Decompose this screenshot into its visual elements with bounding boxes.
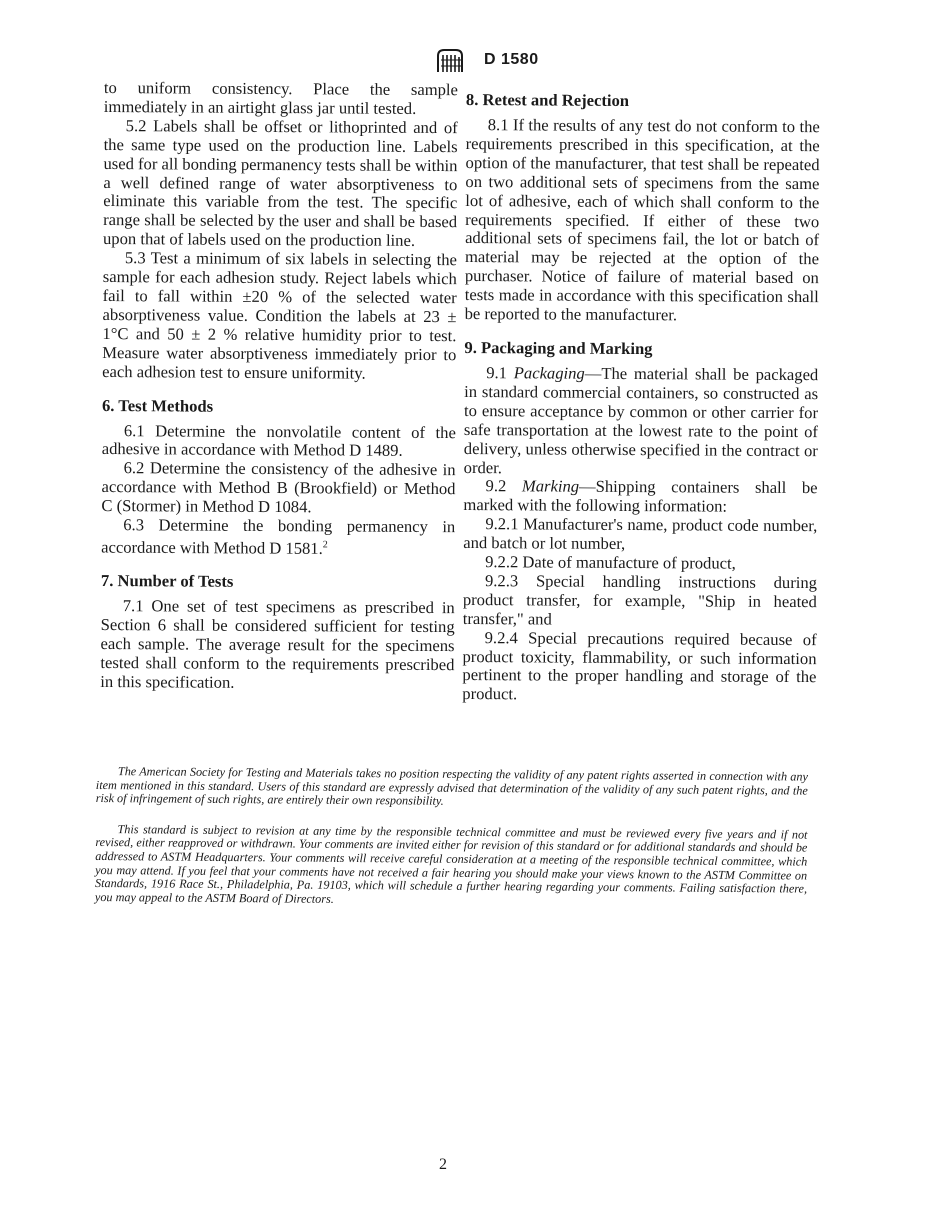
paragraph-9-2-4: 9.2.4 Special precautions required because of product toxicity, flammability, or such information pertinent to the proper handling and storage of the product. bbox=[462, 627, 817, 704]
paragraph-8-1: 8.1 If the results of any test do not conform to the requirements prescribed in this specification, at the option of the manufacturer, that test shall be repeated on two additional sets of specimens from the same lot of adhesive, each of which shall conform to the requirements specified. If either of these two additional sets of specimens fail, the lot or batch of material may be rejected at the option of the purchaser. Notice of failure of material based on tests made in accordance with this specification shall be reported to the manufacturer. bbox=[464, 115, 820, 325]
paragraph-6-2: 6.2 Determine the consistency of the adhesive in accordance with Method B (Brookfield) or Method C (Stormer) in Method D 1084. bbox=[101, 458, 456, 517]
paragraph-6-3 bbox=[101, 516, 455, 560]
footnote-ref: 2 bbox=[322, 539, 328, 551]
paragraph-9-2-3: 9.2.3 Special handling instructions during product transfer, for example, "Ship in heated transfer," and bbox=[462, 571, 818, 629]
paragraph-9-2-1: 9.2.1 Manufacturer's name, product code number, and batch or lot number, bbox=[463, 514, 818, 554]
paragraph-9-2-term: Marking bbox=[521, 476, 580, 497]
standard-notes bbox=[95, 765, 808, 910]
page-number: 2 bbox=[439, 1156, 447, 1173]
right-column bbox=[462, 90, 820, 706]
section-heading-8: 8. Retest and Rejection bbox=[465, 90, 630, 110]
page-header bbox=[0, 44, 950, 76]
paragraph-5-2: 5.2 Labels shall be offset or lithoprinted and of the same type used on the production line. Labels used for all bonding permanency tests shall be within a well defined range of water absorptiveness to eliminate this variable from the test. The specific range shall be selected by the user and shall be based upon that of labels used on the production line. bbox=[102, 115, 458, 251]
paragraph-9-1-text: —The material shall be packaged in standard commercial containers, so constructed as to ensure acceptance by common or other carrier for safe transportation at the lowest rate to the point of delivery, unless otherwise specified in the contract or order. bbox=[463, 363, 819, 477]
section-heading-6: 6. Test Methods bbox=[101, 395, 214, 416]
paragraph-9-2-number: 9.2 bbox=[485, 476, 507, 496]
section-heading-7: 7. Number of Tests bbox=[100, 571, 234, 592]
left-column bbox=[100, 79, 458, 694]
revision-notice: This standard is subject to revision at any time by the responsible technical committee and must be reviewed every five years and if not revised, either reapproved or withdrawn. Your comments are invited either for revision of this standard or for additional standards and should be addressed to ASTM Headquarters. Your comments will receive careful consideration at a meeting of the responsible technical committee, which you may attend. If you feel that your comments have not received a fair hearing you should make your views known to the ASTM Committee on Standards, 1916 Race St., Philadelphia, Pa. 19103, which will schedule a further hearing regarding your comments. Failing satisfaction there, you may appeal to the ASTM Board of Directors. bbox=[94, 821, 808, 906]
paragraph-9-1-number: 9.1 bbox=[486, 363, 508, 383]
paragraph-6-1: 6.1 Determine the nonvolatile content of the adhesive in accordance with Method D 1489. bbox=[101, 420, 456, 461]
paragraph-7-1: 7.1 One set of test specimens as prescribed in Section 6 shall be considered sufficient for testing each sample. The average result for the specimens tested shall conform to the requirements prescribed in this specification. bbox=[100, 596, 455, 692]
paragraph-9-1-term: Packaging bbox=[513, 363, 585, 383]
paragraph-9-2 bbox=[463, 477, 817, 517]
paragraph-9-1 bbox=[464, 364, 819, 480]
astm-logo-icon bbox=[434, 48, 466, 74]
patent-notice: The American Society for Testing and Materials takes no position respecting the validity of any patent rights asserted in connection with any item mentioned in this standard. Users of this standard are expressly advised that determination of the validity of any such patent rights, and the risk of infringement of such rights, are entirely their own responsibility. bbox=[95, 764, 808, 808]
section-heading-9: 9. Packaging and Marking bbox=[464, 337, 653, 359]
paragraph-6-3-text: 6.3 Determine the bonding permanency in accordance with Method D 1581. bbox=[101, 515, 456, 558]
document-number: D 1580 bbox=[484, 51, 539, 68]
paragraph-9-2-text: —Shipping containers shall be marked with the following information: bbox=[463, 477, 818, 516]
paragraph-continuation: to uniform consistency. Place the sample immediately in an airtight glass jar until tested. bbox=[103, 78, 458, 118]
paragraph-5-3: 5.3 Test a minimum of six labels in selecting the sample for each adhesion study. Reject labels which fail to fall within ±20 % of the selected water absorptiveness value. Condition the labels at 23 ± 1°C and 50 ± 2 % relative humidity prior to test. Measure water absorptiveness immediately prior to each adhesion test to ensure uniformity. bbox=[102, 248, 457, 383]
paragraph-9-2-2: 9.2.2 Date of manufacture of product, bbox=[485, 552, 736, 573]
